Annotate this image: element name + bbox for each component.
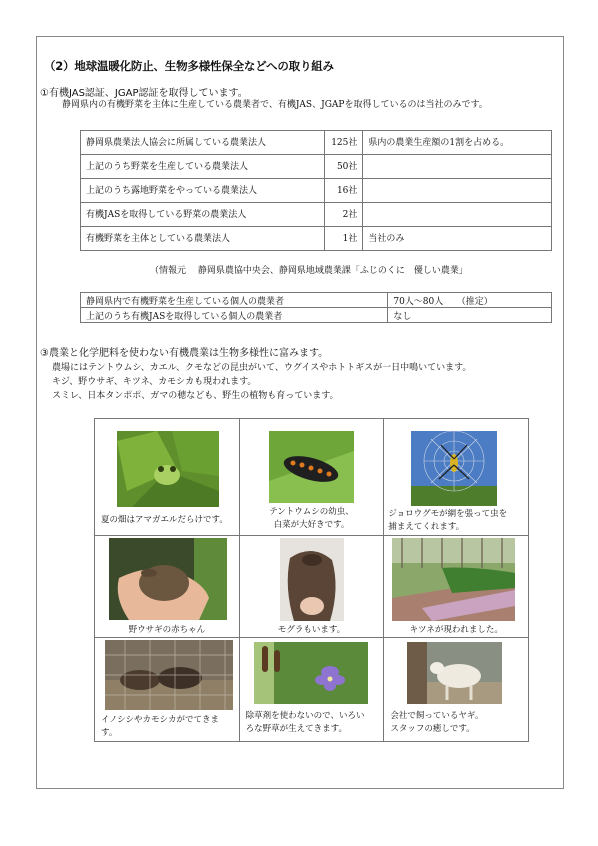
table-row [81,155,552,179]
mole-photo-icon [280,538,344,621]
photo-cell [95,536,240,638]
row-note: 当社のみ [363,227,552,251]
row-value: 70人～80人 （推定） [388,293,552,308]
fox-photo-icon [392,538,515,621]
row-label: 上記のうち露地野菜をやっている農業法人 [81,179,325,203]
table-row [81,293,552,308]
photo-cell [239,638,384,742]
row-note [363,179,552,203]
table-row [81,179,552,203]
row-count: 2社 [325,203,363,227]
row-value: なし [388,308,552,323]
photo-cell [384,638,529,742]
frog-photo-icon [117,431,219,507]
photo-caption: テントウムシの幼虫、 白菜が大好きです。 [269,507,354,530]
table-row [81,308,552,323]
photo-grid [94,418,529,742]
row-label: 上記のうち有機JASを取得している個人の農業者 [81,308,388,323]
photo-caption: 野ウサギの赤ちゃん [128,625,206,635]
row-count: 16社 [325,179,363,203]
photo-caption: 除草剤を使わないので、いろい ろな野草が生えてきます。 [245,711,365,734]
row-label: 有機野菜を主体としている農業法人 [81,227,325,251]
item3-line: キジ、野ウサギ、キツネ、カモシカも現われます。 [52,377,257,387]
item3-line: スミレ、日本タンポポ、ガマの穂なども、野生の植物も育っています。 [52,391,339,401]
goat-photo-icon [407,642,502,704]
boar-photo-icon [105,640,233,710]
photo-cell [384,419,529,536]
table-row [81,227,552,251]
photo-caption: モグラもいます。 [277,625,346,635]
row-label: 上記のうち野菜を生産している農業法人 [81,155,325,179]
photo-cell [239,536,384,638]
photo-cell [384,536,529,638]
photo-caption: 夏の畑はアマガエルだらけです。 [101,515,228,525]
table-row [81,131,552,155]
row-note: 県内の農業生産額の1割を占める。 [363,131,552,155]
item1-heading: ①有機JAS認証、JGAP認証を取得しています。 [40,88,248,99]
row-label: 静岡県農業法人協会に所属している農業法人 [81,131,325,155]
photo-cell [95,638,240,742]
rabbit-photo-icon [109,538,227,620]
ladybug-larva-photo-icon [269,431,354,503]
spider-photo-icon [411,431,497,506]
source-note: （情報元 静岡県農協中央会、静岡県地域農業課「ふじのくに 優しい農業」 [150,266,468,276]
photo-cell [239,419,384,536]
photo-caption: ジョロウグモが網を張って虫を 捕まえてくれます。 [388,509,508,532]
row-label: 有機JASを取得している野菜の農業法人 [81,203,325,227]
item3-heading: ③農業と化学肥料を使わない有機農業は生物多様性に富みます。 [40,348,329,359]
corporation-table [80,130,552,251]
row-count: 125社 [325,131,363,155]
individual-table [80,292,552,323]
photo-caption: キツネが現われました。 [409,625,503,635]
row-note [363,155,552,179]
photo-caption: 会社で飼っているヤギ。 スタッフの癒しです。 [390,711,484,734]
item3-line: 農場にはテントウムシ、カエル、クモなどの昆虫がいて、ウグイスやホトトギスが一日中鳴いています。 [52,363,472,373]
photo-caption: イノシシやカモシカがでてきま す。 [101,715,219,738]
item1-text: 静岡県内の有機野菜を主体に生産している農業者で、有機JAS、JGAPを取得しているのは当社のみです。 [62,100,488,110]
row-count: 50社 [325,155,363,179]
photo-cell [95,419,240,536]
row-label: 静岡県内で有機野菜を生産している個人の農業者 [81,293,388,308]
table-row [81,203,552,227]
wildflower-photo-icon [254,642,368,704]
section-title: （2）地球温暖化防止、生物多様性保全などへの取り組み [44,59,334,73]
row-note [363,203,552,227]
row-count: 1社 [325,227,363,251]
